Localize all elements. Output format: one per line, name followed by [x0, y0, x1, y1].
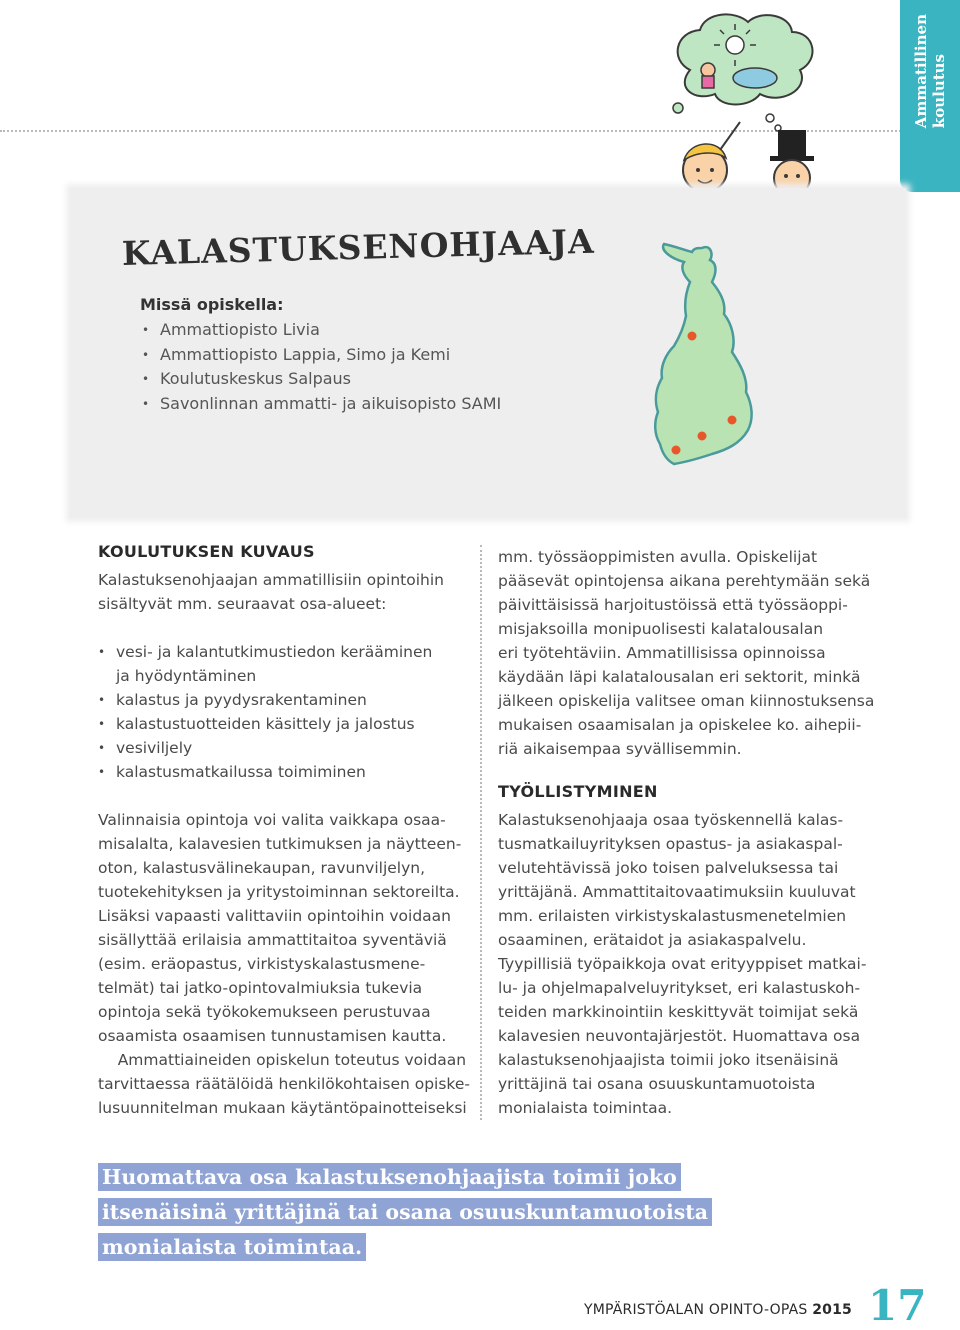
text-line: Tyypillisiä työpaikkoja ovat erityyppiset matkai- — [498, 955, 867, 973]
list-item: • kalastus ja pyydysrakentaminen — [98, 688, 432, 712]
section-tab — [900, 0, 960, 192]
text-line: monialaista toimintaa. — [498, 1099, 672, 1117]
list-item: ja hyödyntäminen — [116, 667, 257, 685]
text-line: Lisäksi vapaasti valittaviin opintoihin voidaan — [98, 907, 451, 925]
text-line: Kalastuksenohjaajan ammatillisiin opintoihin — [98, 571, 444, 589]
text-line: riä aikaisempaa syvällisemmin. — [498, 740, 742, 758]
text-line: eri työtehtäviin. Ammatillisissa opinnoissa — [498, 644, 826, 662]
list-item: • kalastustuotteiden käsittely ja jalostus — [98, 712, 432, 736]
list-item: • Savonlinnan ammatti- ja aikuisopisto SAMI — [140, 392, 501, 417]
text-line: Kalastuksenohjaaja osaa työskennellä kalas- — [498, 811, 844, 829]
text-line: misalalta, kalavesien tutkimuksen ja näytteen- — [98, 835, 462, 853]
list-item: • vesi- ja kalantutkimustiedon kerääminen — [98, 640, 432, 664]
description-intro — [98, 568, 444, 616]
text-line: telmät) tai jatko-opintovalmiuksia tukevia — [98, 979, 423, 997]
text-line: mm. erilaisten virkistyskalastusmenetelmien — [498, 907, 847, 925]
highlight-quote — [98, 1160, 838, 1265]
employment-text — [498, 808, 866, 1120]
description-heading: KOULUTUKSEN KUVAUS — [98, 542, 315, 561]
text-line: teiden markkinointiin keskittyvät toimijat sekä — [498, 1003, 859, 1021]
text-line: oton, kalastusvälinekaupan, ravunviljelyn, — [98, 859, 426, 877]
text-line: Valinnaisia opintoja voi valita vaikkapa osaa- — [98, 811, 446, 829]
text-line: mm. työssäoppimisten avulla. Opiskelijat — [498, 548, 818, 566]
text-line: yrittäjinä tai osana osuuskuntamuotoista — [498, 1075, 816, 1093]
text-line: lusuunnitelman mukaan käytäntöpainotteiseksi — [98, 1099, 467, 1117]
text-line: kalastuksenohjaajista toimii joko itsenäisinä — [498, 1051, 839, 1069]
text-line: tarvittaessa räätälöidä henkilökohtaisen opiske- — [98, 1075, 470, 1093]
section-tab-label: Ammatillinen koulutus — [912, 14, 948, 129]
list-item: • Koulutuskeskus Salpaus — [140, 367, 501, 392]
text-line: osaamista osaamisen tunnustamisen kautta. — [98, 1027, 447, 1045]
highlight-line: monialaista toimintaa. — [98, 1233, 366, 1261]
text-line: jälkeen opiskelija valitsee oman kiinnostuksensa — [498, 692, 875, 710]
text-line: pääsevät opintojensa aikana perehtymään sekä — [498, 572, 871, 590]
text-line: tusmatkailuyrityksen opastus- ja asiakaspal- — [498, 835, 843, 853]
text-line: velutehtävissä joko toisen palveluksessa tai — [498, 859, 839, 877]
text-line: tuotekehityksen ja yritystoiminnan sektoreilta. — [98, 883, 460, 901]
column-divider — [480, 545, 482, 1120]
page-title: KALASTUKSENOHJAAJA — [121, 221, 596, 273]
description-body — [98, 808, 470, 1120]
text-line: misjaksoilla monipuolisesti kalatalousalan — [498, 620, 824, 638]
list-item: • Ammattiopisto Livia — [140, 318, 501, 343]
text-line: kalavesien neuvontajärjestöt. Huomattava osa — [498, 1027, 861, 1045]
text-line: osaaminen, erätaidot ja asiakaspalvelu. — [498, 931, 807, 949]
map-marker — [698, 432, 707, 441]
map-marker — [728, 416, 737, 425]
page-number: 17 — [868, 1281, 927, 1330]
map-marker — [672, 446, 681, 455]
publication-year: 2015 — [812, 1302, 852, 1318]
list-item: • Ammattiopisto Lappia, Simo ja Kemi — [140, 343, 501, 368]
text-line: yrittäjänä. Ammattitaitovaatimuksiin kuuluvat — [498, 883, 856, 901]
text-line: (esim. eräopastus, virkistyskalastusmene- — [98, 955, 426, 973]
text-line: lu- ja ohjelmapalveluyritykset, eri kalastuskoh- — [498, 979, 861, 997]
text-line: sisältyvät mm. seuraavat osa-alueet: — [98, 595, 387, 613]
study-areas-list — [98, 640, 432, 784]
footer-publication — [584, 1302, 852, 1318]
highlight-line: Huomattava osa kalastuksenohjaajista toimii joko — [98, 1163, 681, 1191]
list-item: • kalastusmatkailussa toimiminen — [98, 760, 432, 784]
practice-text — [498, 545, 874, 761]
text-line: opintoja sekä työkokemukseen perustuvaa — [98, 1003, 431, 1021]
text-line: Ammattiaineiden opiskelun toteutus voidaan — [98, 1051, 467, 1069]
employment-heading: TYÖLLISTYMINEN — [498, 782, 658, 801]
text-line: päivittäisissä harjoitustöissä että työssäoppi- — [498, 596, 848, 614]
highlight-line: itsenäisinä yrittäjinä tai osana osuuskuntamuotoista — [98, 1198, 712, 1226]
text-line: mukaisen osaamisalan ja opiskelee ko. aihepii- — [498, 716, 862, 734]
publication-name: YMPÄRISTÖALAN OPINTO-OPAS — [584, 1302, 808, 1318]
school-list — [140, 318, 501, 416]
finland-map — [640, 240, 780, 490]
text-line: sisällyttää erilaisia ammattitaitoa syventäviä — [98, 931, 447, 949]
where-to-study-heading: Missä opiskella: — [140, 295, 284, 314]
list-item: • vesiviljely — [98, 736, 432, 760]
text-line: käydään läpi kalatalousalan eri sektorit, minkä — [498, 668, 861, 686]
map-marker — [688, 332, 697, 341]
